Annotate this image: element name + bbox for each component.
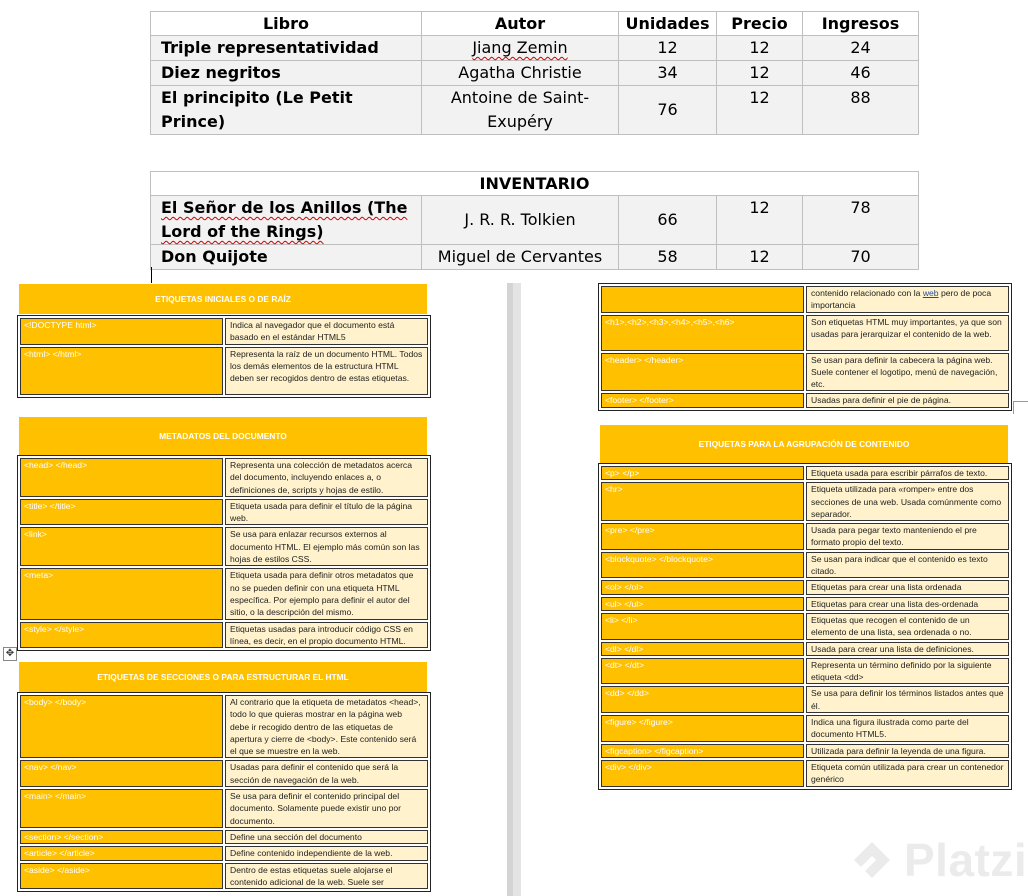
table-row [601, 715, 1009, 742]
book-income: 88 [803, 86, 919, 135]
table-row [151, 61, 919, 86]
book-author: Agatha Christie [422, 61, 619, 86]
tag-cell: <head> </head> [20, 458, 223, 497]
desc-cell: Etiqueta usada para definir otros metadatos que no se pueden definir con una etiqueta HTML específica. Por ejemplo para definir el autor del sitio, o la descripción del mismo. [225, 568, 428, 619]
desc-cell: Utilizada para definir la leyenda de una figura. [806, 744, 1009, 758]
tag-cell: <footer> </footer> [601, 393, 804, 407]
header-ingresos: Ingresos [803, 12, 919, 36]
table-row [151, 196, 919, 245]
section-title-grouping: ETIQUETAS PARA LA AGRUPACIÓN DE CONTENIDO [600, 425, 1008, 463]
tag-cell: <figcaption> </figcaption> [601, 744, 804, 758]
desc-cell: Representa la raíz de un documento HTML. Todos los demás elementos de la estructura HTML deben ser recogidos dentro de estas etiquetas. [225, 347, 428, 395]
book-price: 12 [717, 86, 803, 135]
desc-text: pero de poca importancia [811, 288, 992, 311]
tag-cell: <figure> </figure> [601, 715, 804, 742]
desc-cell: Etiquetas para crear una lista des-ordenada [806, 597, 1009, 611]
table-row [20, 760, 428, 787]
table-row [601, 482, 1009, 521]
desc-cell: Etiquetas que recogen el contenido de un elemento de una lista, sea ordenada o no. [806, 613, 1009, 640]
book-units: 34 [619, 61, 717, 86]
desc-cell: Al contrario que la etiqueta de metadatos <head>, todo lo que quieras mostrar en la página web debe ir recogido dentro de las etiquetas de apertura y cierre de <body>. Este contenido será el que se muestre en la web. [225, 695, 428, 758]
desc-cell: Dentro de estas etiquetas suele alojarse el contenido adicional de la web. Suele ser [225, 863, 428, 890]
desc-cell: Indica al navegador que el documento está basado en el estándar HTML5 [225, 318, 428, 345]
tag-cell: <section> </section> [20, 830, 223, 844]
table-row [601, 353, 1009, 392]
desc-cell: Etiquetas usadas para introducir código CSS en línea, es decir, en el propio documento HTML. [225, 622, 428, 649]
table-move-handle-icon[interactable]: ✥ [3, 647, 17, 661]
tag-cell [601, 315, 804, 351]
section-title-meta: METADATOS DEL DOCUMENTO [19, 417, 427, 455]
header-autor: Autor [422, 12, 619, 36]
desc-cell: Usadas para definir el contenido que será la sección de navegación de la web. [225, 760, 428, 787]
table-row [601, 523, 1009, 550]
table-row [601, 613, 1009, 640]
desc-cell: Define contenido independiente de la web. [225, 846, 428, 860]
table-row [20, 830, 428, 844]
table-row [601, 760, 1009, 787]
desc-cell: Indica una figura ilustrada como parte del documento HTML5. [806, 715, 1009, 742]
desc-cell: Se usa para enlazar recursos externos al documento HTML. El ejemplo más común son las hojas de estilos CSS. [225, 527, 428, 566]
desc-cell: Se usa para definir el contenido principal del documento. Solamente puede existir uno por documento. [225, 789, 428, 828]
tag-cell: <body> </body> [20, 695, 223, 758]
tag-cell: <p> </p> [601, 466, 804, 480]
desc-cell: Se usan para indicar que el contenido es texto citado. [806, 552, 1009, 579]
desc-cell: Se usa para definir los términos listados antes que él. [806, 686, 1009, 713]
table-row [20, 789, 428, 828]
table-row [601, 686, 1009, 713]
tag-cell: <style> </style> [20, 622, 223, 649]
section-title-initial: ETIQUETAS INICIALES O DE RAÍZ [19, 284, 427, 314]
book-title: Don Quijote [151, 245, 422, 270]
table-row [20, 695, 428, 758]
table-row [20, 527, 428, 566]
table-row [20, 568, 428, 619]
desc-cell: Etiqueta utilizada para «romper» entre dos secciones de una web. Usada comúnmente como separador. [806, 482, 1009, 521]
book-price: 12 [717, 61, 803, 86]
desc-cell: Son etiquetas HTML muy importantes, ya que son usadas para jerarquizar el contenido de la web. [806, 315, 1009, 351]
book-author-text: Jiang Zemin [472, 38, 568, 57]
initial-tags-table [17, 315, 431, 398]
book-price: 12 [717, 245, 803, 270]
book-author: Antoine de Saint-Exupéry [422, 86, 619, 135]
desc-cell: Usada para crear una lista de definiciones. [806, 642, 1009, 656]
book-title: Diez negritos [151, 61, 422, 86]
table-row [151, 245, 919, 270]
desc-cell: Define una sección del documento [225, 830, 428, 844]
table-row [20, 863, 428, 890]
book-price: 12 [717, 36, 803, 61]
book-price: 12 [717, 196, 803, 245]
desc-cell: Se usan para definir la cabecera la página web. Suele contener el logotipo, menú de navegación, etc. [806, 353, 1009, 392]
tag-cell [601, 286, 804, 313]
tag-cell: <main> </main> [20, 789, 223, 828]
desc-cell: Etiqueta común utilizada para crear un contenedor genérico [806, 760, 1009, 787]
table-row [601, 642, 1009, 656]
tag-cell: <blockquote> </blockquote> [601, 552, 804, 579]
table-row [20, 846, 428, 860]
book-title [151, 196, 422, 245]
book-income: 46 [803, 61, 919, 86]
table-row [20, 347, 428, 395]
web-link[interactable]: web [922, 288, 939, 298]
tag-cell: <nav> </nav> [20, 760, 223, 787]
header-precio: Precio [717, 12, 803, 36]
tag-cell: <dd> </dd> [601, 686, 804, 713]
header-libro: Libro [151, 12, 422, 36]
table-row [601, 580, 1009, 594]
tag-cell: <dt> </dt> [601, 658, 804, 685]
inventory-table [150, 171, 919, 270]
tag-cell: <link> [20, 527, 223, 566]
tag-cell: <aside> </aside> [20, 863, 223, 890]
tag-cell: <ol> </ol> [601, 580, 804, 594]
tag-cell: <li> </li> [601, 613, 804, 640]
tag-cell: <title> </title> [20, 499, 223, 526]
tag-cell: <hr> [601, 482, 804, 521]
structure-tags-table [17, 692, 431, 892]
book-income: 78 [803, 196, 919, 245]
table-row [601, 466, 1009, 480]
table-row [601, 744, 1009, 758]
tag-cell: <ul> </ul> [601, 597, 804, 611]
text-cursor [151, 267, 152, 283]
book-title: Triple representatividad [151, 36, 422, 61]
desc-cell: Etiqueta usada para escribir párrafos de texto. [806, 466, 1009, 480]
structure-tags-table-continued [598, 283, 1012, 411]
book-title: El principito (Le Petit Prince) [151, 86, 422, 135]
desc-cell: Usadas para definir el pie de página. [806, 393, 1009, 407]
inventory-title: INVENTARIO [151, 172, 919, 196]
tag-cell: <div> </div> [601, 760, 804, 787]
table-row [20, 458, 428, 497]
table-row [20, 499, 428, 526]
table-header-row [151, 172, 919, 196]
desc-cell [806, 286, 1009, 313]
tag-text: , [624, 316, 627, 327]
table-row [601, 597, 1009, 611]
grouping-tags-table [598, 463, 1012, 790]
table-row [601, 315, 1009, 351]
table-row [151, 86, 919, 135]
book-income: 24 [803, 36, 919, 61]
tag-cell: <header> </header> [601, 353, 804, 392]
book-units: 58 [619, 245, 717, 270]
table-row [601, 552, 1009, 579]
tag-cell: <article> </article> [20, 846, 223, 860]
tag-cell: <dl> </dl> [601, 642, 804, 656]
table-row [151, 36, 919, 61]
table-row [20, 318, 428, 345]
book-units: 66 [619, 196, 717, 245]
table-row [601, 658, 1009, 685]
page-corner-marker [1013, 401, 1028, 414]
desc-text: contenido relacionado con la [811, 288, 923, 298]
book-income: 70 [803, 245, 919, 270]
header-unidades: Unidades [619, 12, 717, 36]
book-title-text: El Señor de los Anillos (The Lord of the Rings) [161, 198, 408, 241]
meta-tags-table [17, 455, 431, 651]
page-divider [507, 283, 521, 896]
desc-cell: Representa una colección de metadatos acerca del documento, incluyendo enlaces a, o definiciones de, scripts y hojas de estilo. [225, 458, 428, 497]
desc-cell: Usada para pegar texto manteniendo el pre formato propio del texto. [806, 523, 1009, 550]
table-row [601, 286, 1009, 313]
desc-cell: Etiquetas para crear una lista ordenada [806, 580, 1009, 594]
book-units: 12 [619, 36, 717, 61]
tag-text: <h1> [605, 316, 625, 327]
watermark-text: Platzi [904, 834, 1028, 886]
desc-cell: Representa un término definido por la siguiente etiqueta <dd> [806, 658, 1009, 685]
desc-cell: Etiqueta usada para definir el título de la página web. [225, 499, 428, 526]
table-header-row [151, 12, 919, 36]
table-row [20, 622, 428, 649]
books-sales-table [150, 11, 919, 135]
tag-text: <h2>,<h3>,<h4>,<h5>,<h6> [627, 316, 735, 327]
tag-cell: <!DOCTYPE html> [20, 318, 223, 345]
book-author: Miguel de Cervantes [422, 245, 619, 270]
table-row [601, 393, 1009, 407]
book-author: J. R. R. Tolkien [422, 196, 619, 245]
book-units: 76 [619, 86, 717, 135]
tag-cell: <html> </html> [20, 347, 223, 395]
book-author [422, 36, 619, 61]
tag-cell: <pre> </pre> [601, 523, 804, 550]
tag-cell: <meta> [20, 568, 223, 619]
section-title-structure: ETIQUETAS DE SECCIONES O PARA ESTRUCTURAR EL HTML [19, 662, 427, 692]
